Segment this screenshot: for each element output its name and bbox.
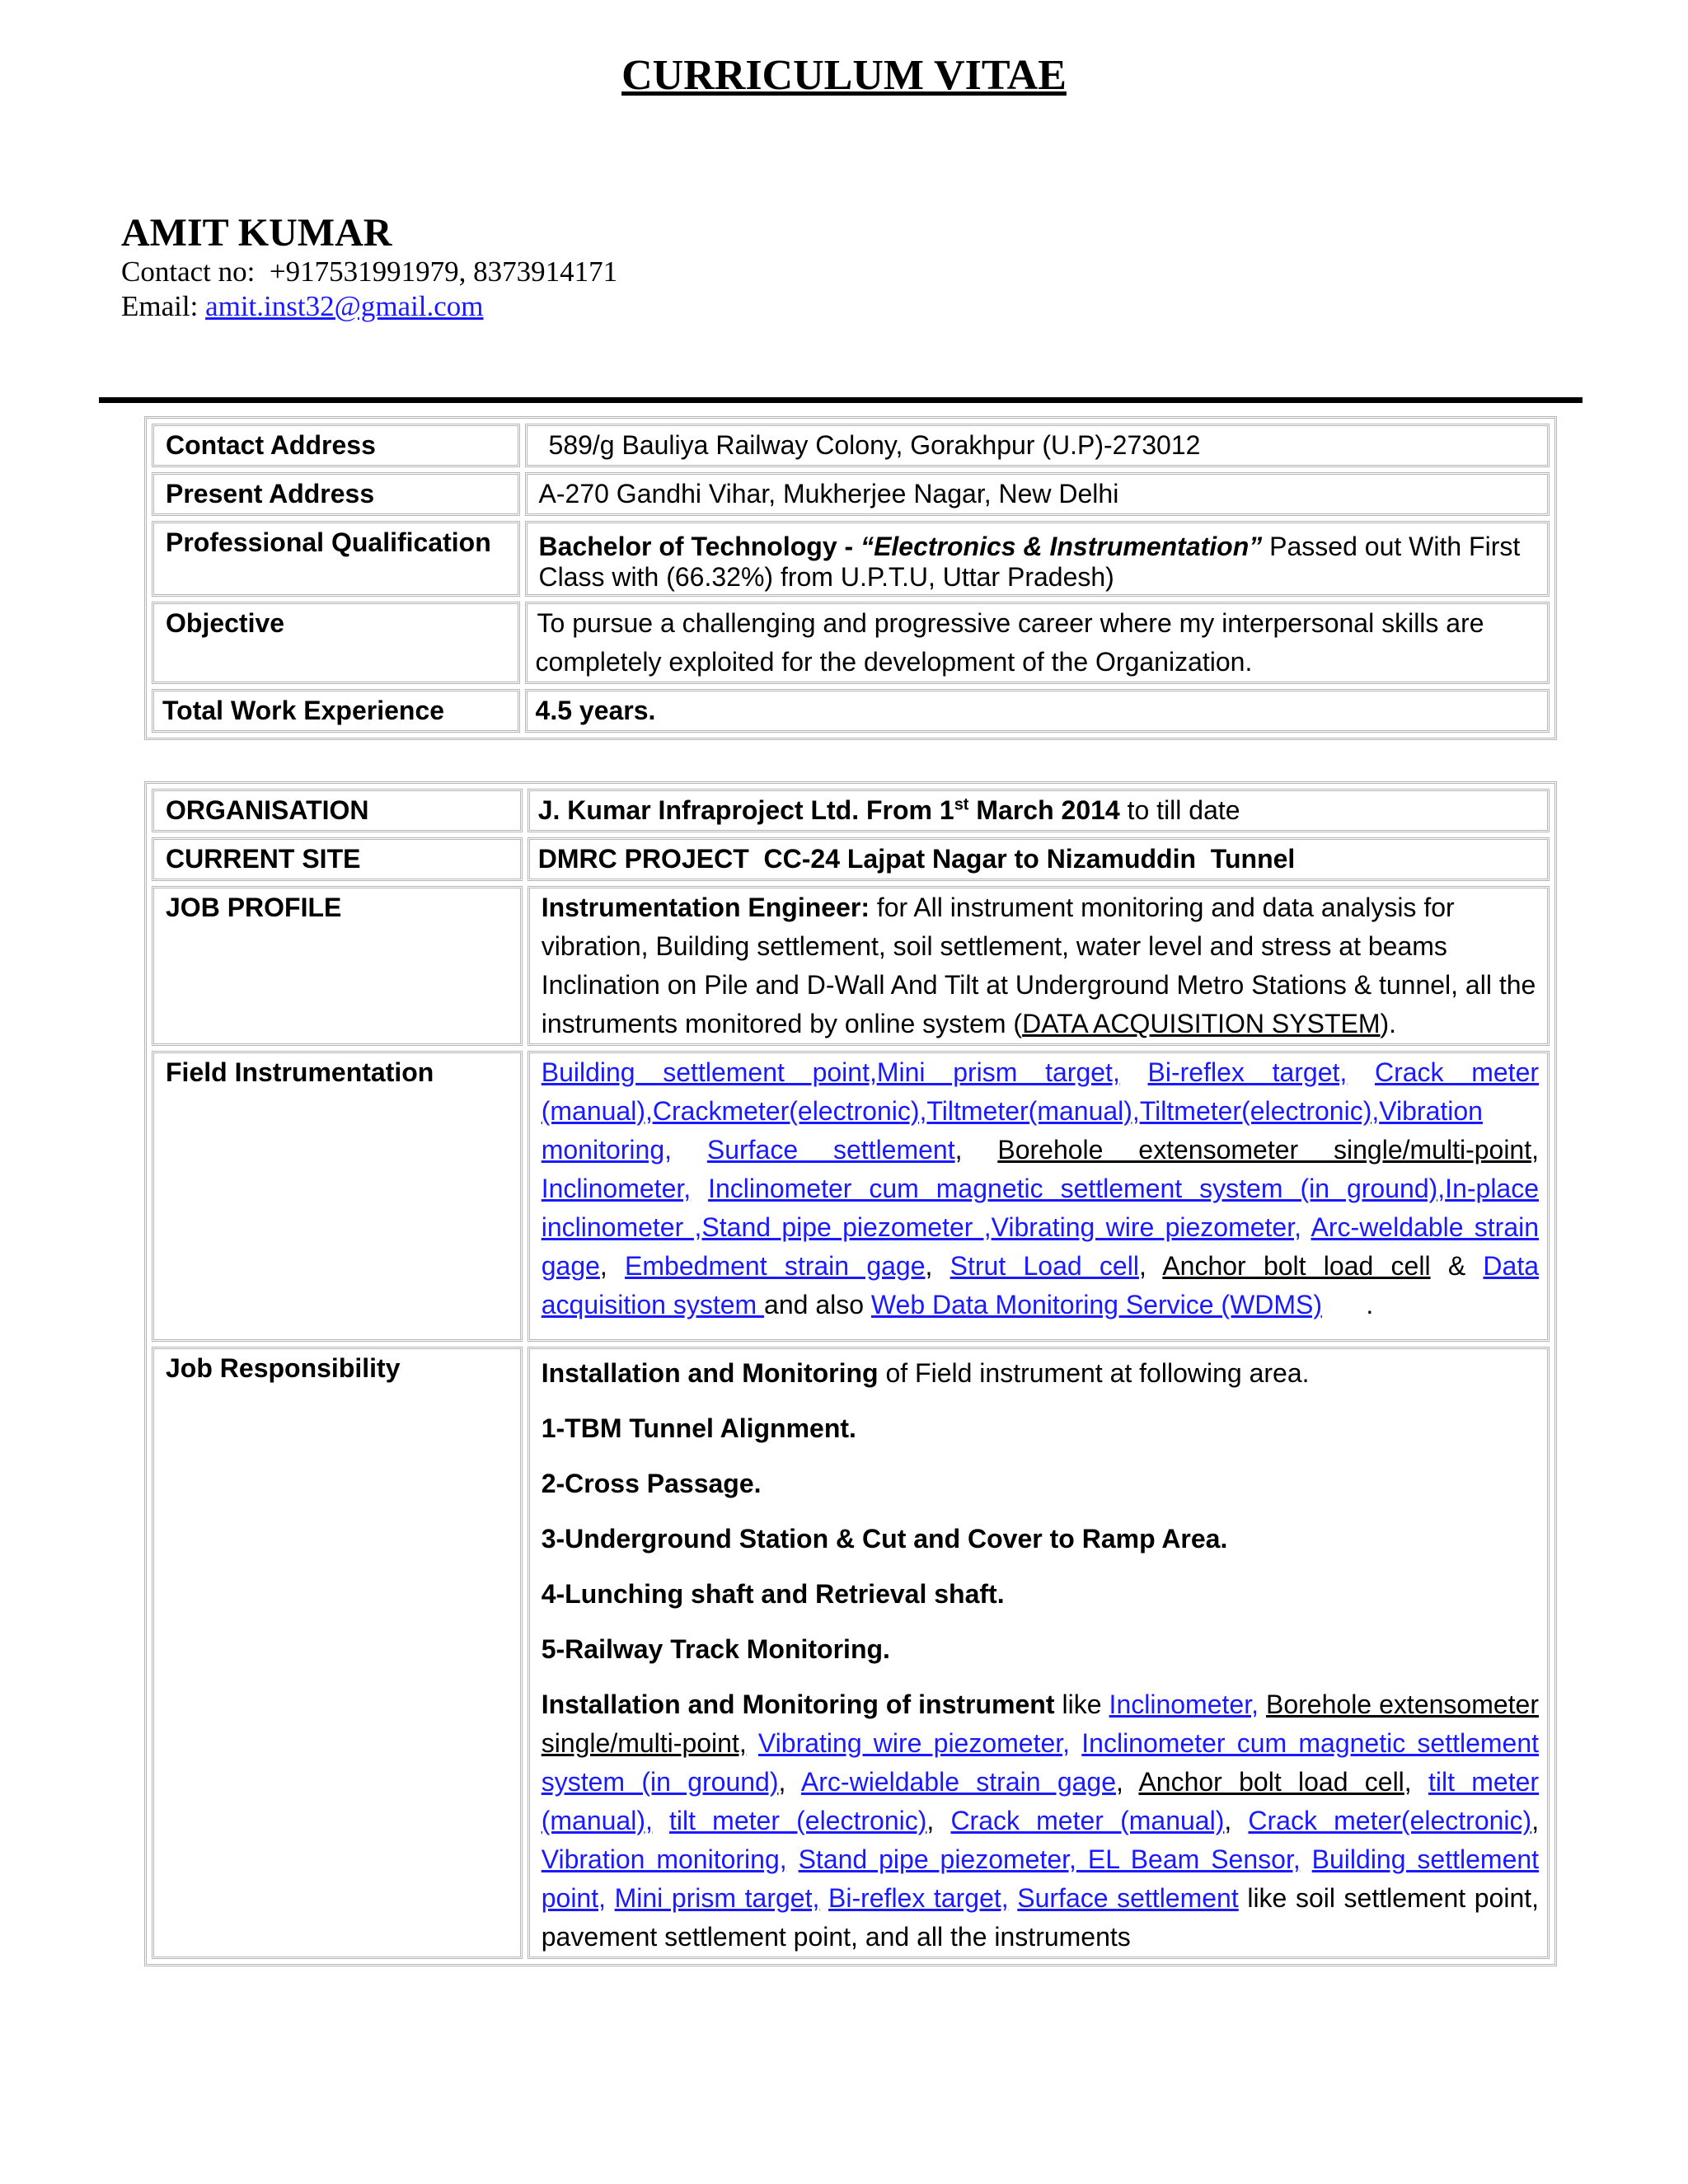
resp-item[interactable]: Mini prism target, xyxy=(614,1883,820,1913)
personal-details-table xyxy=(144,416,1557,740)
field-item[interactable]: In-place inclinometer , xyxy=(541,1174,1540,1242)
resp-item[interactable]: Vibrating wire piezometer, xyxy=(757,1728,1071,1758)
resp-instruments: Installation and Monitoring of instrument like Inclinometer, Borehole extensometer single/multi-point, Vibrating wire piezometer, Inclinometer cum magnetic settlement system (in ground), Arc-wieldable strain gage, Anchor bolt load cell, tilt meter (manual), tilt meter (electronic), Crack meter (manual), Crack meter(electronic), Vibration monitoring, Stand pipe piezometer, EL Beam Sensor, Building settlement point, Mini prism target, Bi-reflex target, Surface settlement like soil settlement point, pavement settlement point, and all the instruments xyxy=(541,1690,1540,1952)
organisation-sup: st xyxy=(954,795,969,814)
resp-item: Borehole extensometer single/multi-point, xyxy=(541,1690,1539,1758)
field-item[interactable]: Embedment strain gage xyxy=(625,1251,926,1281)
table-row xyxy=(152,1051,1550,1342)
field-item[interactable]: Crack meter (manual), xyxy=(541,1057,1540,1126)
job-responsibility-label: Job Responsibility xyxy=(152,1347,523,1959)
contact-numbers: +917531991979, 8373914171 xyxy=(269,255,618,288)
resp-item[interactable]: Inclinometer cum magnetic settlement system (in ground) xyxy=(541,1728,1540,1797)
objective-value: To pursue a challenging and progressive career where my interpersonal skills are completely exploited for the development of the Organization. xyxy=(525,602,1550,684)
table-row xyxy=(152,689,1550,733)
contact-address-value: 589/g Bauliya Railway Colony, Gorakhpur (U.P)-273012 xyxy=(525,424,1550,467)
job-profile-label: JOB PROFILE xyxy=(152,886,523,1046)
organisation-date: March 2014 xyxy=(968,795,1120,825)
resp-area xyxy=(542,1575,1539,1614)
organisation-tail: to till date xyxy=(1119,795,1240,825)
organisation-label: ORGANISATION xyxy=(152,789,523,832)
job-profile-text: for All instrument monitoring and data analysis for vibration, Building settlement, soil settlement, water level and stress at beams Inclination on Pile and D-Wall And Tilt at Underground Metro Stations & tunnel, all the instruments monitored by online system ( xyxy=(541,893,1536,1038)
table-row xyxy=(152,837,1550,881)
table-row xyxy=(152,789,1550,832)
resp-intro xyxy=(542,1354,1539,1393)
resp-area-text: 4-Lunching shaft and Retrieval shaft. xyxy=(541,1579,1005,1609)
resp-item[interactable]: Surface settlement xyxy=(1017,1883,1239,1913)
resp-area xyxy=(542,1520,1539,1558)
field-item[interactable]: Inclinometer cum magnetic settlement system (in ground), xyxy=(708,1174,1446,1203)
qualification-label: Professional Qualification xyxy=(152,521,520,597)
field-item[interactable]: Tiltmeter(manual), xyxy=(926,1096,1140,1126)
organisation-name: J. Kumar Infraproject Ltd. From 1 xyxy=(537,795,954,825)
job-responsibility-value xyxy=(528,1347,1550,1959)
experience-label: Total Work Experience xyxy=(152,689,520,733)
field-item[interactable]: Strut Load cell xyxy=(950,1251,1139,1281)
resp-area xyxy=(542,1409,1539,1448)
resp-intro-rest: of Field instrument at following area. xyxy=(878,1358,1310,1388)
resp-intro-bold: Installation and Monitoring xyxy=(541,1358,879,1388)
field-item[interactable]: Bi-reflex target, xyxy=(1147,1057,1348,1087)
present-address-value: A-270 Gandhi Vihar, Mukherjee Nagar, New Delhi xyxy=(525,472,1550,516)
current-site-label: CURRENT SITE xyxy=(152,837,523,881)
field-item[interactable]: Mini prism target, xyxy=(876,1057,1120,1087)
email-label: Email: xyxy=(121,290,199,322)
resp-item[interactable]: Crack meter(electronic) xyxy=(1248,1806,1532,1835)
resp-area-text: 5-Railway Track Monitoring. xyxy=(541,1634,890,1664)
field-item[interactable]: Crackmeter(electronic), xyxy=(652,1096,927,1126)
contact-address-label: Contact Address xyxy=(152,424,520,467)
field-item: Anchor bolt load cell xyxy=(1162,1251,1431,1281)
resp-area xyxy=(542,1465,1539,1503)
job-profile-end: ). xyxy=(1380,1009,1397,1038)
job-profile-das: DATA ACQUISITION SYSTEM xyxy=(1022,1009,1381,1038)
field-item[interactable]: Surface settlement xyxy=(706,1135,955,1165)
field-item[interactable]: Building settlement point, xyxy=(541,1057,877,1087)
field-trailing-space xyxy=(1322,1290,1366,1319)
table-row xyxy=(152,472,1550,516)
qualification-rest: Passed out With First Class with (66.32%) from U.P.T.U, Uttar Pradesh) xyxy=(538,532,1521,592)
field-instrumentation-value: Building settlement point,Mini prism target, Bi-reflex target, Crack meter (manual),Crackmeter(electronic),Tiltmeter(manual),Tiltmeter(electronic),Vibration monitoring, Surface settlement, Borehole extensometer single/multi-point, Inclinometer, Inclinometer cum magnetic settlement system (in ground),In-place inclinometer ,Stand pipe piezometer ,Vibrating wire piezometer, Arc-weldable strain gage, Embedment strain gage, Strut Load cell, Anchor bolt load cell & Data acquisition system and also Web Data Monitoring Service (WDMS) . xyxy=(528,1051,1550,1342)
contact-label: Contact no: xyxy=(121,255,256,288)
resp-tail: like soil settlement point, pavement settlement point, and all the instruments xyxy=(541,1883,1540,1952)
resp-item[interactable]: Arc-wieldable strain gage xyxy=(800,1767,1117,1797)
field-item[interactable]: Stand pipe piezometer , xyxy=(701,1212,992,1242)
resp-area xyxy=(542,1630,1539,1669)
table-row xyxy=(152,886,1550,1046)
table-row xyxy=(152,424,1550,467)
field-item[interactable]: Arc-weldable strain gage xyxy=(541,1212,1540,1281)
resp-item[interactable]: Crack meter (manual) xyxy=(950,1806,1225,1835)
resp-item[interactable]: Stand pipe piezometer, EL Beam Sensor, xyxy=(798,1844,1301,1874)
candidate-name: AMIT KUMAR xyxy=(121,211,392,255)
email-line xyxy=(121,290,484,323)
resp-item[interactable]: Building settlement point, xyxy=(541,1844,1540,1913)
field-and-also: and also xyxy=(764,1290,865,1319)
resp-item[interactable]: Bi-reflex target, xyxy=(828,1883,1009,1913)
table-row xyxy=(152,602,1550,684)
field-instrumentation-label: Field Instrumentation xyxy=(152,1051,523,1342)
qualification-degree: Bachelor of Technology - xyxy=(538,532,861,561)
current-site-value: DMRC PROJECT CC-24 Lajpat Nagar to Nizamuddin Tunnel xyxy=(528,837,1550,881)
resp-area-text: 3-Underground Station & Cut and Cover to Ramp Area. xyxy=(541,1524,1228,1554)
organisation-value xyxy=(528,789,1550,832)
experience-value: 4.5 years. xyxy=(525,689,1550,733)
resp-item[interactable]: Vibration monitoring, xyxy=(541,1844,787,1874)
field-item[interactable]: Tiltmeter(electronic), xyxy=(1139,1096,1380,1126)
job-profile-role: Instrumentation Engineer: xyxy=(541,893,870,922)
resp-area-text: 1-TBM Tunnel Alignment. xyxy=(541,1413,856,1443)
table-row xyxy=(152,521,1550,597)
field-item[interactable]: Vibrating wire piezometer, xyxy=(991,1212,1301,1242)
document-title: CURRICULUM VITAE xyxy=(621,52,1067,99)
table-row xyxy=(152,1347,1550,1959)
resp-item: Anchor bolt load cell xyxy=(1138,1767,1404,1797)
resp-instr-bold: Installation and Monitoring of instrument xyxy=(541,1690,1055,1719)
field-item: Borehole extensometer single/multi-point, xyxy=(997,1135,1539,1165)
qualification-value xyxy=(525,521,1550,597)
field-item[interactable]: Inclinometer, xyxy=(541,1174,692,1203)
contact-line xyxy=(121,255,617,288)
work-details-table xyxy=(144,781,1557,1966)
present-address-label: Present Address xyxy=(152,472,520,516)
resp-item[interactable]: tilt meter (manual), xyxy=(541,1767,1540,1835)
field-item[interactable]: Vibration monitoring, xyxy=(541,1096,1483,1165)
objective-label: Objective xyxy=(152,602,520,684)
email-link[interactable]: amit.inst32@gmail.com xyxy=(205,290,484,322)
field-item[interactable]: Data acquisition system xyxy=(541,1251,1539,1319)
resp-item[interactable]: tilt meter (electronic) xyxy=(669,1806,927,1835)
field-item[interactable]: Web Data Monitoring Service (WDMS) xyxy=(870,1290,1323,1319)
header-divider xyxy=(99,397,1582,403)
resp-area-text: 2-Cross Passage. xyxy=(541,1469,762,1498)
job-profile-value xyxy=(528,886,1550,1046)
qualification-branch: “Electronics & Instrumentation” xyxy=(860,532,1263,561)
resp-item[interactable]: Inclinometer, xyxy=(1109,1690,1259,1719)
resp-like: like xyxy=(1054,1690,1109,1719)
